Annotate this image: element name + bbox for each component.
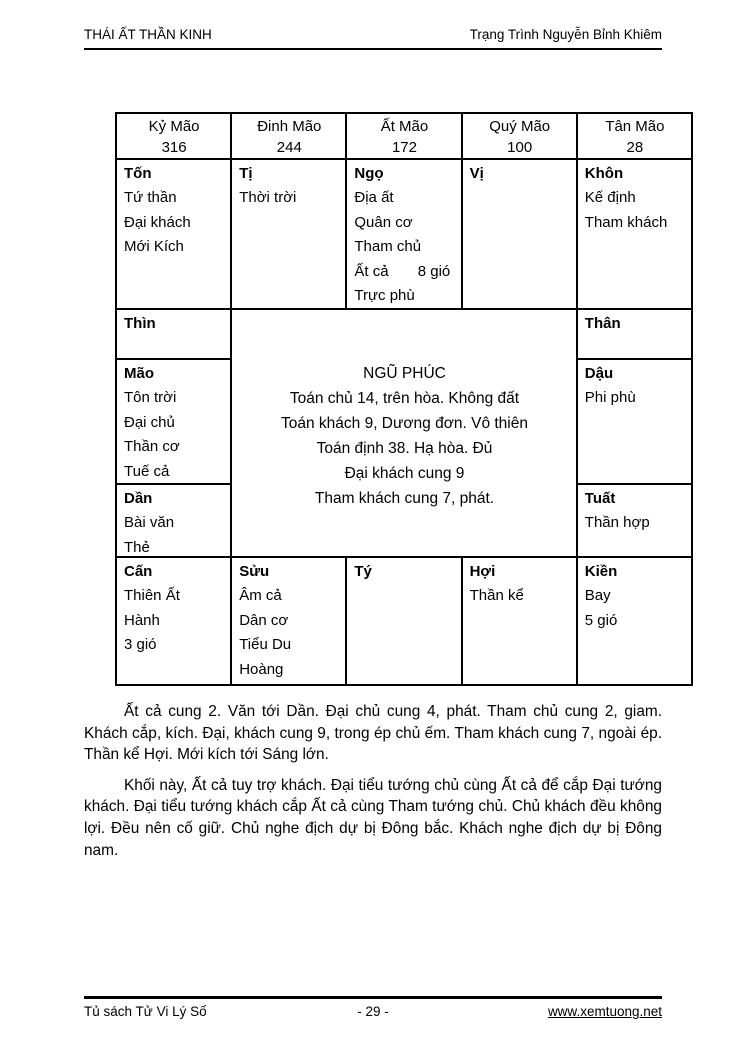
cell-title: Tuất <box>584 490 616 507</box>
cell-line: Phi phù <box>584 389 636 406</box>
cell-line: Thẻ <box>124 538 150 556</box>
cell-khon <box>576 158 691 308</box>
cell-thin <box>115 308 230 358</box>
cell-center-ngu-phuc <box>230 308 576 556</box>
year-value: 316 <box>161 139 187 156</box>
cell-title: Khôn <box>584 165 624 182</box>
year-name: Quý Mão <box>489 118 551 135</box>
year-column-ky-mao <box>115 112 230 158</box>
cell-line: Đại khách <box>124 213 191 231</box>
page-header <box>84 27 662 50</box>
cell-title: Hợi <box>469 563 496 580</box>
cell-ty <box>345 556 460 686</box>
footer-website-link[interactable]: www.xemtuong.net <box>547 1004 662 1019</box>
cell-dau <box>576 358 691 483</box>
cell-line: Thần cơ <box>124 438 180 456</box>
cell-line: Thời trời <box>239 189 297 206</box>
cell-ngo <box>345 158 460 308</box>
cell-line: Hành <box>124 611 160 629</box>
cell-kien <box>576 556 691 686</box>
cell-line: Ất cả 8 gió <box>354 262 451 280</box>
body-paragraph-2: Khối này, Ất cả tuy trợ khách. Đại tiểu tướng chủ cùng Ất cả để cắp Đại tướng khách. Đại tiểu tướng khách cắp Ất cả cùng Tham tướng chủ. Chủ khách đều không lợi. Đều nên cố giữ. Chủ nghe địch dự bị Đông bắc. Khách nghe địch dự bị Đông nam. <box>84 776 662 859</box>
center-line: Toán khách 9, Dương đơn. Vô thiên <box>280 415 528 432</box>
cell-line: Bay <box>584 587 611 604</box>
cell-line: Kế định <box>584 189 636 206</box>
cell-mao <box>115 358 230 483</box>
cell-line: Tiểu Du <box>239 636 292 654</box>
cell-line: Trực phù <box>354 287 415 305</box>
cell-title: Thân <box>584 315 621 332</box>
cell-ton <box>115 158 230 308</box>
cell-title: Mão <box>124 365 154 382</box>
body-text <box>84 701 662 861</box>
cell-title: Tốn <box>124 165 152 182</box>
cell-title: Ngọ <box>354 165 384 182</box>
center-line: Tham khách cung 7, phát. <box>314 490 495 507</box>
cell-line: Hoàng <box>239 660 284 678</box>
cell-than <box>576 308 691 358</box>
cell-line: Tham chủ <box>354 238 422 256</box>
year-column-tan-mao <box>576 112 691 158</box>
cell-title: Sửu <box>239 563 270 580</box>
year-column-quy-mao <box>461 112 576 158</box>
cell-vi <box>461 158 576 308</box>
cell-suu <box>230 556 345 686</box>
cell-line: Tôn trời <box>124 389 177 406</box>
cell-title: Kiền <box>584 563 618 580</box>
cell-title: Thìn <box>124 315 156 332</box>
cell-title: Cấn <box>124 563 153 580</box>
year-name: Tân Mão <box>605 118 665 135</box>
center-line: Đại khách cung 9 <box>344 465 465 482</box>
cell-title: Tị <box>239 165 253 182</box>
page-footer <box>84 996 662 1019</box>
cell-line: Đại chủ <box>124 413 175 431</box>
thai-at-chart-table <box>115 112 693 686</box>
cell-line: Thần hợp <box>584 514 650 531</box>
author-name: Trạng Trình Nguyễn Bỉnh Khiêm <box>469 27 662 42</box>
footer-series-title: Tủ sách Tử Vi Lý Số <box>84 1004 207 1019</box>
cell-line: Dân cơ <box>239 611 289 629</box>
cell-line: Tham khách <box>584 213 668 231</box>
book-title: THÁI ẤT THẦN KINH <box>84 27 212 42</box>
year-value: 28 <box>626 139 644 156</box>
cell-line: Thần kể <box>469 587 524 604</box>
year-value: 100 <box>507 139 533 156</box>
cell-title: Tý <box>354 563 372 580</box>
center-title: NGŨ PHÚC <box>363 365 446 382</box>
year-value: 244 <box>276 139 302 156</box>
cell-tuat <box>576 483 691 556</box>
cell-line: 3 gió <box>124 636 157 654</box>
year-name: Ất Mão <box>380 118 429 135</box>
body-paragraph-1: Ất cả cung 2. Văn tới Dần. Đại chủ cung 4, phát. Tham chủ cung 2, giam. Khách cắp, kích. Đại, khách cung 9, trong ép chủ ếm. Tham khách cung 7, ngoài ép. Thần kể Hợi. Mới kích tới Sáng lớn. <box>84 703 662 764</box>
cell-title: Vị <box>469 165 484 182</box>
year-name: Kỷ Mão <box>148 118 200 135</box>
cell-line: Tứ thần <box>124 189 177 206</box>
cell-line: Âm cả <box>239 587 282 604</box>
cell-line: Thiên Ất <box>124 587 180 604</box>
center-line: Toán chủ 14, trên hòa. Không đất <box>289 390 520 407</box>
cell-line: Bài văn <box>124 514 175 531</box>
cell-hoi <box>461 556 576 686</box>
center-line: Toán định 38. Hạ hòa. Đủ <box>316 440 493 457</box>
year-value: 172 <box>391 139 417 156</box>
cell-line: Tuế cả <box>124 462 170 480</box>
cell-dan <box>115 483 230 556</box>
cell-title: Dần <box>124 490 153 507</box>
page-number: - 29 - <box>357 1004 389 1019</box>
year-column-dinh-mao <box>230 112 345 158</box>
cell-line: Địa ất <box>354 189 394 206</box>
cell-can <box>115 556 230 686</box>
year-column-at-mao <box>345 112 460 158</box>
cell-line: 5 gió <box>584 611 618 629</box>
cell-line: Mới Kích <box>124 238 184 256</box>
cell-title: Dậu <box>584 365 614 382</box>
cell-ti <box>230 158 345 308</box>
year-name: Đinh Mão <box>257 118 322 135</box>
cell-line: Quân cơ <box>354 213 413 231</box>
